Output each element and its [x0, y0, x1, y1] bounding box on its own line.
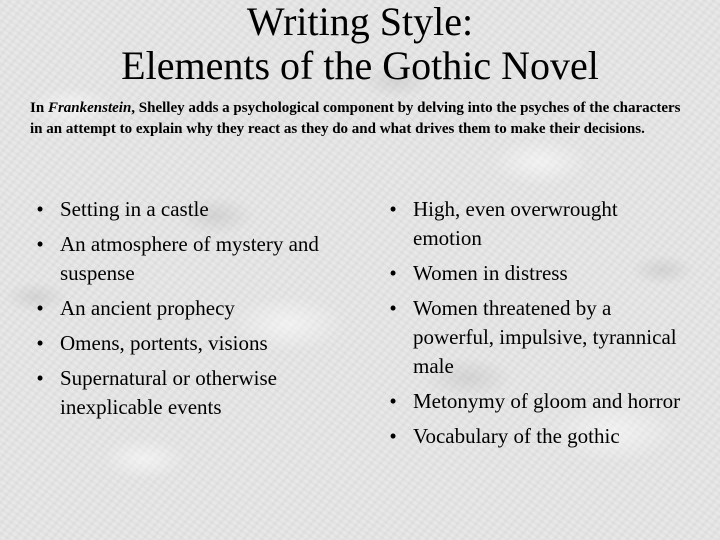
list-item — [383, 259, 683, 288]
slide-title-line-2: Elements of the Gothic Novel — [121, 43, 599, 88]
bullet-icon: • — [36, 197, 44, 221]
list-item-text: Metonymy of gloom and horror — [413, 389, 681, 413]
slide-title-line-1: Writing Style: — [246, 0, 474, 44]
list-item-text: Women threatened by a powerful, impulsive, tyrannical male — [413, 296, 677, 378]
bullet-icon: • — [36, 296, 44, 320]
intro-prefix: In — [30, 100, 48, 116]
intro-body: , Shelley adds a psychological component by delving into the psyches of the characters in an attempt to explain why they react as they do and what drives them to make their decisions. — [30, 100, 681, 137]
list-item — [30, 195, 340, 224]
bullet-icon: • — [36, 331, 44, 355]
list-item-text: Supernatural or otherwise inexplicable events — [60, 366, 277, 419]
list-item — [383, 195, 683, 253]
list-item-text: Omens, portents, visions — [60, 331, 268, 355]
list-item — [30, 294, 340, 323]
bullet-icon: • — [389, 197, 397, 221]
list-item-text: Women in distress — [413, 261, 568, 285]
list-item-text: Setting in a castle — [60, 197, 209, 221]
bullet-icon: • — [389, 424, 397, 448]
slide-title — [0, 0, 720, 88]
intro-paragraph — [30, 98, 690, 140]
list-item — [30, 364, 340, 422]
bullet-icon: • — [389, 389, 397, 413]
bullet-icon: • — [389, 261, 397, 285]
list-item — [383, 294, 683, 381]
list-item — [30, 329, 340, 358]
bullet-icon: • — [36, 232, 44, 256]
list-item-text: An ancient prophecy — [60, 296, 235, 320]
bullet-icon: • — [36, 366, 44, 390]
list-item-text: High, even overwrought emotion — [413, 197, 618, 250]
list-item-text: Vocabulary of the gothic — [413, 424, 620, 448]
left-bullet-list — [30, 195, 340, 428]
bullet-icon: • — [389, 296, 397, 320]
list-item — [30, 230, 340, 288]
list-item — [383, 387, 683, 416]
list-item — [383, 422, 683, 451]
right-bullet-list — [383, 195, 683, 457]
intro-book-title: Frankenstein — [47, 100, 132, 116]
list-item-text: An atmosphere of mystery and suspense — [60, 232, 319, 285]
